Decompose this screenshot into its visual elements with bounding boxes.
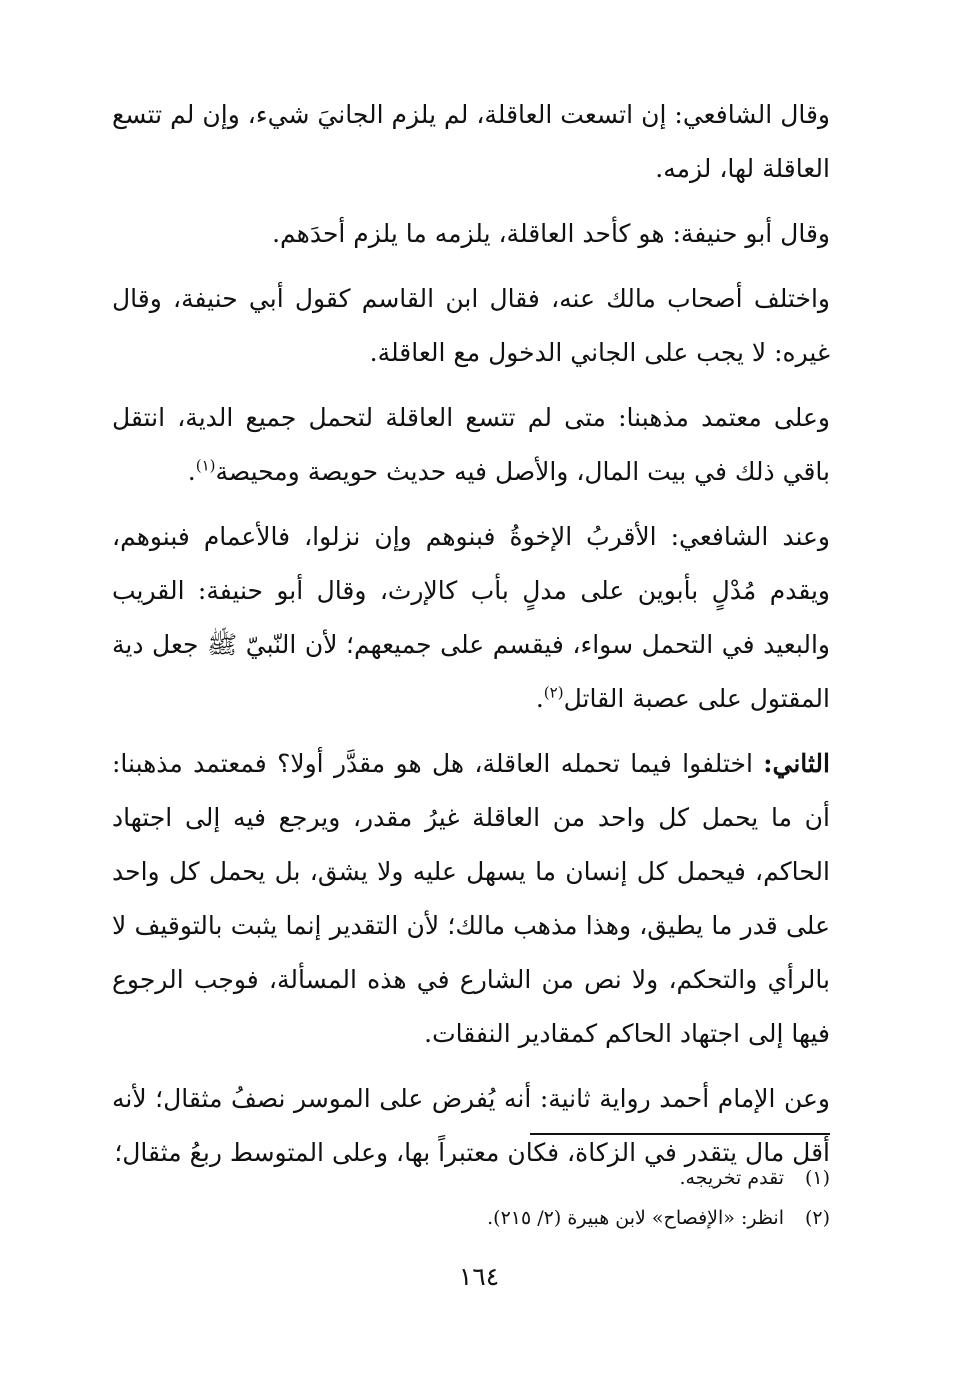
paragraph-6 (112, 737, 830, 1061)
footnotes (130, 1158, 830, 1238)
paragraph-3 (112, 272, 830, 380)
paragraph-7-text: وعن الإمام أحمد رواية ثانية: أنه يُفرض على الموسر نصفُ مثقال؛ لأنه أقل مال يتقدر في الزكاة، فكان معتبراً بها، وعلى المتوسط ربعُ مثقال؛ (112, 1084, 830, 1167)
footnote-ref-2[interactable]: (٢) (543, 683, 564, 702)
paragraph-1-text: وقال الشافعي: إن اتسعت العاقلة، لم يلزم الجانيَ شيء، وإن لم تتسع العاقلة لها، لزمه. (112, 100, 830, 183)
footnote-2-number: (٢) (804, 1207, 830, 1229)
paragraph-6-text: اختلفوا فيما تحمله العاقلة، هل هو مقدَّر أولا؟ فمعتمد مذهبنا: أن ما يحمل كل واحد من العاقلة غيرُ مقدر، ويرجع فيه إلى اجتهاد الحاكم، فيحمل كل إنسان ما يسهل عليه ولا يشق، بل يحمل كل واحد على قدر ما يطيق، وهذا مذهب مالك؛ لأن التقدير إنما يثبت بالتوقيف لا بالرأي والتحكم، ولا نص من الشارع في هذه المسألة، فوجب الرجوع فيها إلى اجتهاد الحاكم كمقادير النفقات. (112, 749, 830, 1048)
footnote-1 (130, 1158, 830, 1198)
footnote-ref-1[interactable]: (١) (195, 456, 216, 475)
paragraph-2-text: وقال أبو حنيفة: هو كأحد العاقلة، يلزمه ما يلزم أحدَهم. (272, 219, 830, 248)
page-body (112, 88, 830, 1191)
paragraph-6-lead: الثاني: (763, 749, 830, 778)
footnote-divider (530, 1133, 830, 1135)
paragraph-5-text: وعند الشافعي: الأقربُ الإخوةُ فبنوهم وإن نزلوا، فالأعمام فبنوهم، ويقدم مُدْلٍ بأبوين على مدلٍ بأب كالإرث، وقال أبو حنيفة: القريب والبعيد في التحمل سواء، فيقسم على جميعهم؛ لأن النّبيّ ﷺ جعل دية المقتول على عصبة القاتل (112, 522, 830, 713)
paragraph-2 (112, 207, 830, 261)
paragraph-5 (112, 510, 830, 726)
paragraph-1 (112, 88, 830, 196)
paragraph-4-text: وعلى معتمد مذهبنا: متى لم تتسع العاقلة لتحمل جميع الدية، انتقل باقي ذلك في بيت المال، والأصل فيه حديث حويصة ومحيصة (112, 403, 830, 486)
page-number: ١٦٤ (458, 1262, 500, 1291)
paragraph-4 (112, 391, 830, 499)
paragraph-4-tail: . (187, 457, 196, 486)
footnote-1-text: تقدم تخريجه. (679, 1167, 784, 1189)
paragraph-3-text: واختلف أصحاب مالك عنه، فقال ابن القاسم كقول أبي حنيفة، وقال غيره: لا يجب على الجاني الدخول مع العاقلة. (112, 284, 830, 367)
footnote-2-text: انظر: «الإفصاح» لابن هبيرة (٢/ ٢١٥). (487, 1207, 784, 1229)
footnote-2 (130, 1198, 830, 1238)
footnote-1-number: (١) (804, 1167, 830, 1189)
paragraph-5-tail: . (535, 684, 544, 713)
